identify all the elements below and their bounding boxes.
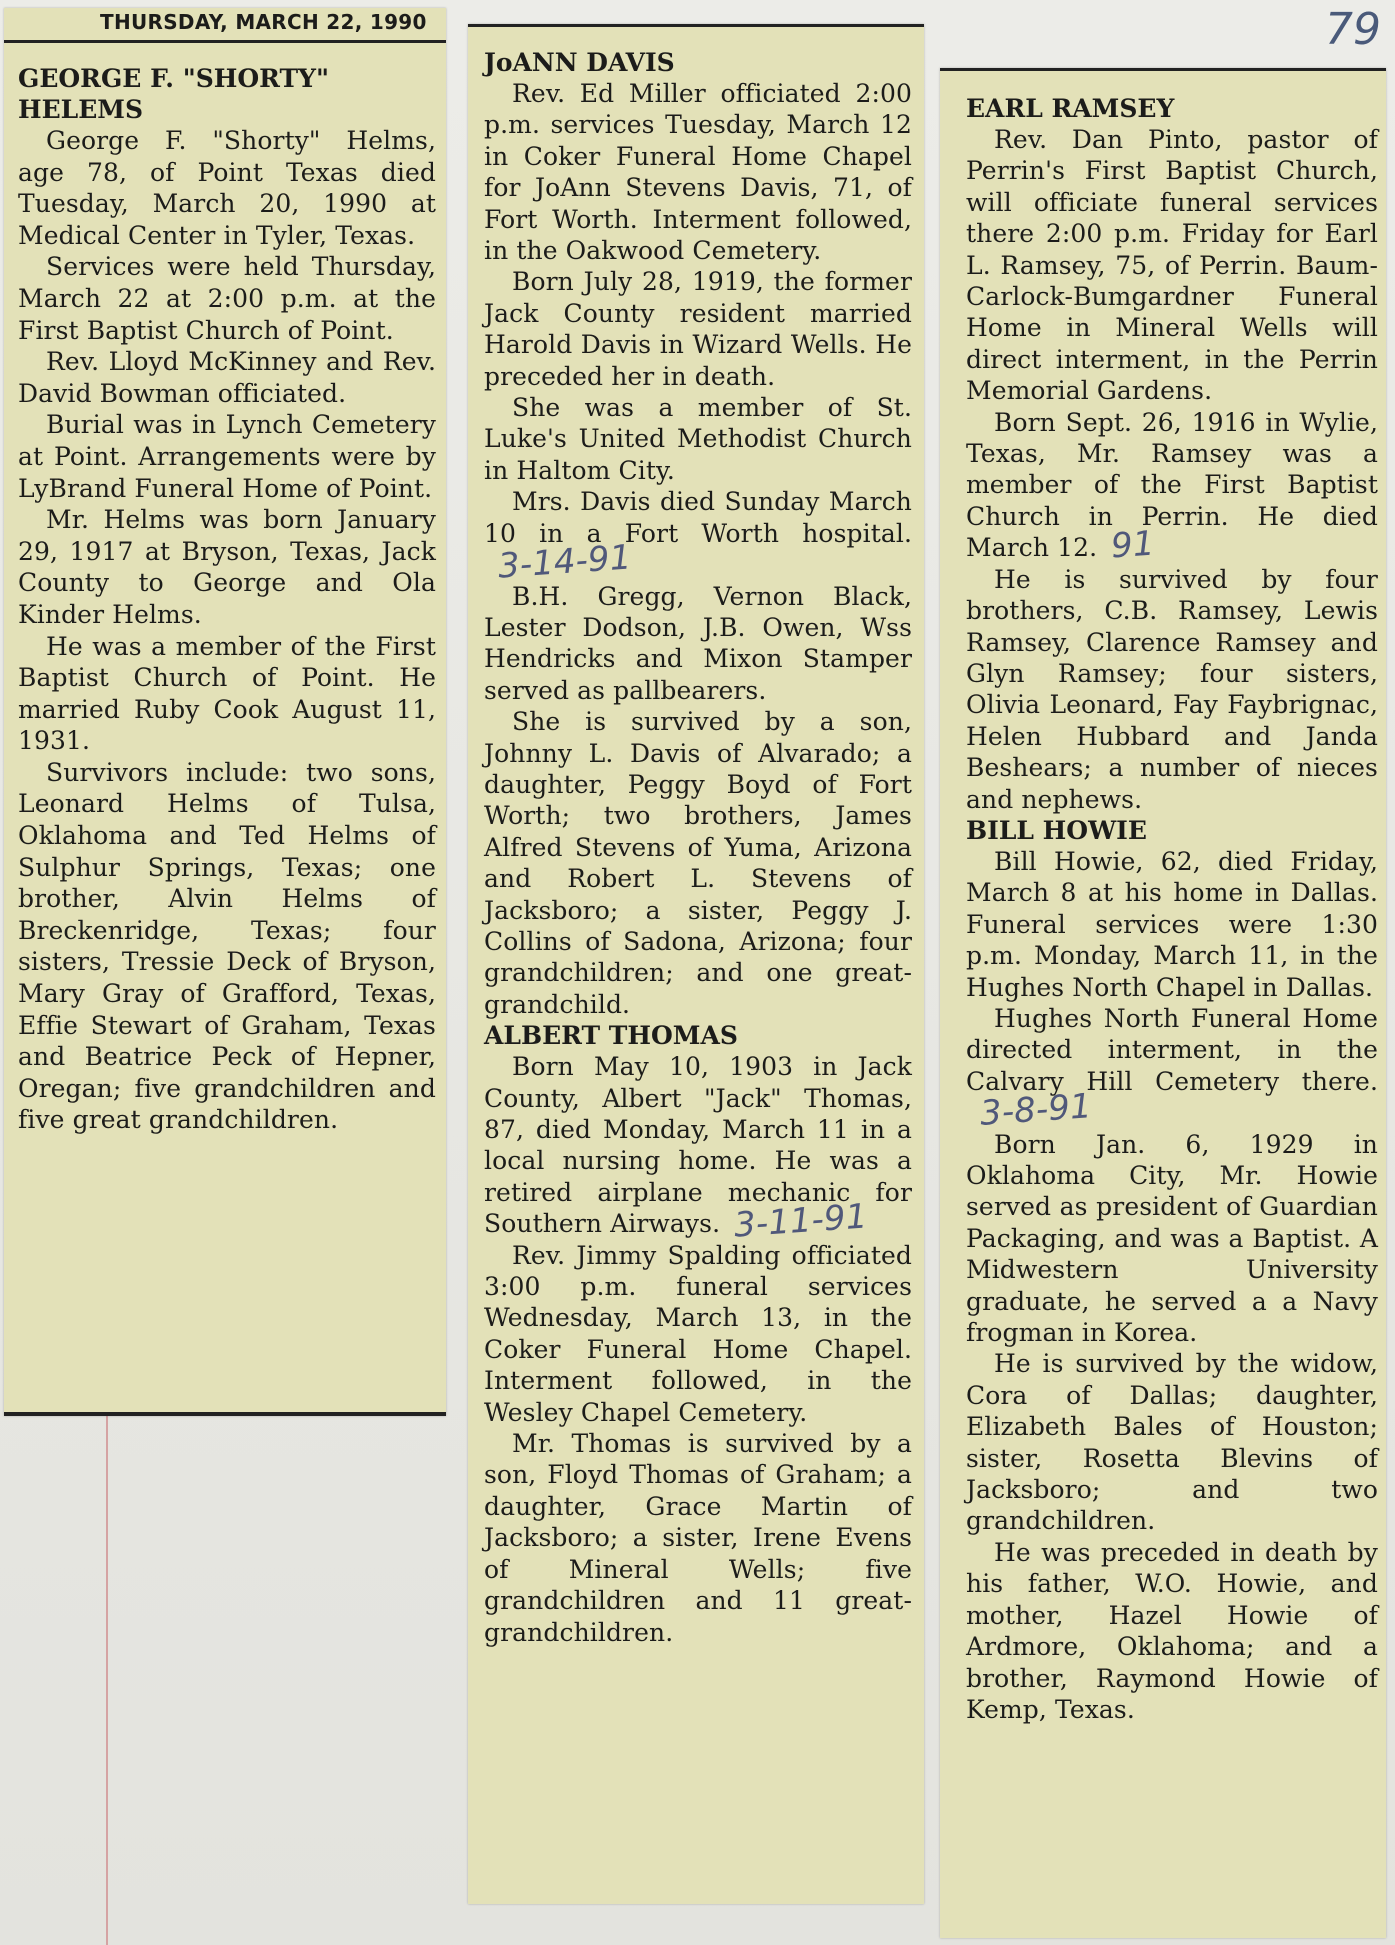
headline: GEORGE F. "SHORTY" HELEMS (18, 64, 329, 124)
paragraph: Rev. Ed Miller officiated 2:00 p.m. services Tuesday, March 12 in Coker Funeral Home Chapel for JoAnn Stevens Davis, 71, of Fort Worth. Interment followed, in the Oakwood Cemetery. (484, 79, 912, 266)
paragraph-text: Born Sept. 26, 1916 in Wylie, Texas, Mr. Ramsey was a member of the First Baptist Church in Perrin. He died March 12. (966, 407, 1378, 563)
handwritten-date: 3-8-91 (978, 1086, 1093, 1135)
paragraph (966, 407, 1378, 567)
headline: ALBERT THOMAS (484, 1021, 738, 1051)
paragraph: Rev. Jimmy Spalding officiated 3:00 p.m. funeral services Wednesday, March 13, in the Coker Funeral Home Chapel. Interment followed, in the Wesley Chapel Cemetery. (484, 1240, 912, 1427)
bottom-rule (4, 1412, 446, 1416)
paragraph: B.H. Gregg, Vernon Black, Lester Dodson, J.B. Owen, Wss Hendricks and Mixon Stamper served as pallbearers. (484, 581, 912, 705)
clipping-helems (4, 8, 446, 1416)
headline: BILL HOWIE (966, 815, 1147, 845)
handwritten-date: 3-14-91 (496, 537, 633, 587)
paragraph-text: Mrs. Davis died Sunday March 10 in a Fort Worth hospital. (484, 487, 912, 548)
paragraph: Survivors include: two sons, Leonard Helms of Tulsa, Oklahoma and Ted Helms of Sulphur Springs, Texas; one brother, Alvin Helms of Breckenridge, Texas; four sisters, Tressie Deck of Bryson, Mary Gray of Grafford, Texas, Effie Stewart of Graham, Texas and Beatrice Peck of Hepner, Oregan; five grandchildren and five great grandchildren. (18, 757, 436, 1135)
paragraph (966, 1003, 1378, 1135)
paragraph: Mr. Helms was born January 29, 1917 at Bryson, Texas, Jack County to George and Ola Kinder Helms. (18, 505, 436, 629)
clipping-ramsey-howie (940, 68, 1386, 1938)
paragraph: Services were held Thursday, March 22 at 2:00 p.m. at the First Baptist Church of Point. (18, 252, 436, 345)
dateline: THURSDAY, MARCH 22, 1990 (4, 8, 446, 43)
paragraph: He is survived by four brothers, C.B. Ramsey, Lewis Ramsey, Clarence Ramsey and Glyn Ramsey; four sisters, Olivia Leonard, Fay Faybrignac, Helen Hubbard and Janda Beshears; a number of nieces and nephews. (966, 564, 1378, 814)
paragraph: Born July 28, 1919, the former Jack County resident married Harold Davis in Wizard Wells. He preceded her in death. (484, 267, 912, 391)
paragraph: Rev. Lloyd McKinney and Rev. David Bowman officiated. (18, 347, 436, 408)
paragraph: He was preceded in death by his father, W.O. Howie, and mother, Hazel Howie of Ardmore, Oklahoma; and a brother, Raymond Howie of Kemp, Texas. (966, 1537, 1378, 1724)
paragraph-text: Born May 10, 1903 in Jack County, Albert "Jack" Thomas, 87, died Monday, March 11 in a local nursing home. He was a retired airplane mechanic for Southern Airways. (484, 1052, 912, 1239)
paragraph (484, 486, 912, 587)
paragraph: He was a member of the First Baptist Church of Point. He married Ruby Cook August 11, 1931. (18, 631, 436, 756)
handwritten-page-number: 79 (1325, 4, 1381, 55)
paragraph: George F. "Shorty" Helms, age 78, of Point Texas died Tuesday, March 20, 1990 at Medical Center in Tyler, Texas. (18, 126, 436, 250)
handwritten-date: 3-11-91 (732, 1196, 869, 1246)
clipping-davis-thomas (468, 24, 924, 1904)
paragraph: He is survived by the widow, Cora of Dallas; daughter, Elizabeth Bales of Houston; sister, Rosetta Blevins of Jacksboro; and two grandchildren. (966, 1349, 1378, 1536)
paragraph: Born Jan. 6, 1929 in Oklahoma City, Mr. Howie served as president of Guardian Packaging, and was a Baptist. A Midwestern University graduate, he served a a Navy frogman in Korea. (966, 1129, 1378, 1348)
paragraph: Mr. Thomas is survived by a son, Floyd Thomas of Graham; a daughter, Grace Martin of Jacksboro; a sister, Irene Evens of Mineral Wells; five grandchildren and 11 great-grandchildren. (484, 1429, 912, 1647)
paragraph: Burial was in Lynch Cemetery at Point. Arrangements were by LyBrand Funeral Home of Point. (18, 410, 436, 503)
paragraph: She was a member of St. Luke's United Methodist Church in Haltom City. (484, 393, 912, 485)
paragraph (484, 1051, 912, 1246)
headline: EARL RAMSEY (966, 94, 1175, 123)
paragraph: She is survived by a son, Johnny L. Davis of Alvarado; a daughter, Peggy Boyd of Fort Worth; two brothers, James Alfred Stevens of Yuma, Arizona and Robert L. Stevens of Jacksboro; a sister, Peggy J. Collins of Sadona, Arizona; four grandchildren; and one great-grandchild. (484, 707, 912, 1019)
paragraph: Bill Howie, 62, died Friday, March 8 at his home in Dallas. Funeral services were 1:30 p.m. Monday, March 11, in the Hughes North Chapel in Dallas. (966, 846, 1378, 1002)
handwritten-date: 91 (1109, 523, 1156, 567)
margin-line (106, 1412, 108, 1945)
paragraph-text: Hughes North Funeral Home directed interment, in the Calvary Hill Cemetery there. (966, 1003, 1378, 1096)
headline: JoANN DAVIS (484, 48, 675, 77)
paragraph: Rev. Dan Pinto, pastor of Perrin's First Baptist Church, will officiate funeral services there 2:00 p.m. Friday for Earl L. Ramsey, 75, of Perrin. Baum-Carlock-Bumgardner Funeral Home in Mineral Wells will direct interment, in the Perrin Memorial Gardens. (966, 125, 1378, 406)
